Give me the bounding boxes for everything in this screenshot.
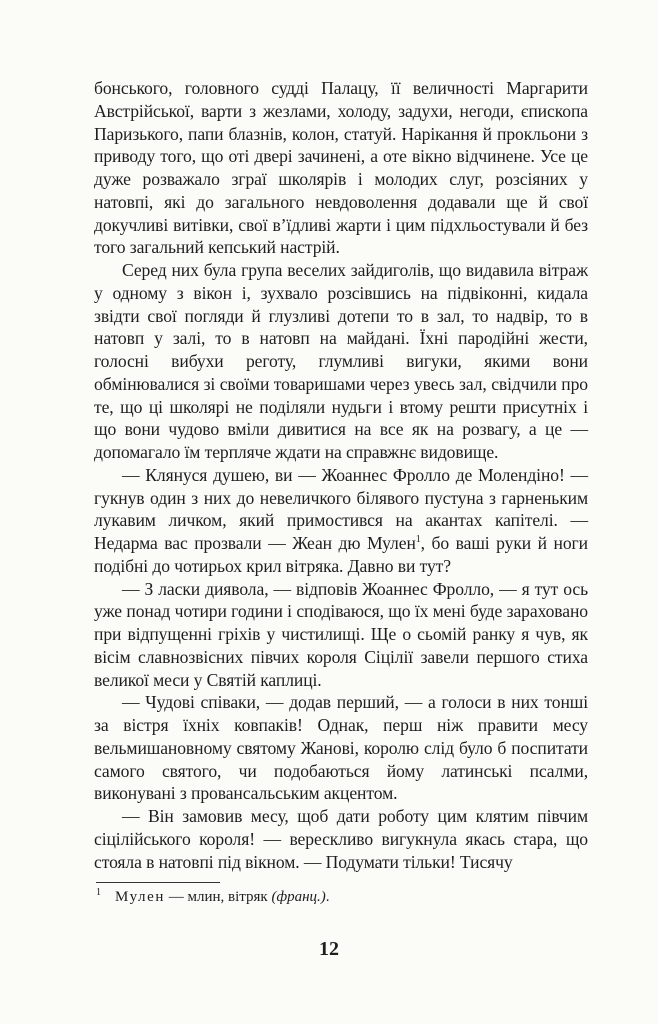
paragraph-4: — З ласки диявола, — відповів Жоаннес Фролло, — я тут ось уже понад чотири години і сподіваюся, що їх мені буде зараховано при відпущенні гріхів у чистилищі. Ще о сьомій ранку я чув, як вісім славнозвісних півчих короля Сіцілії завели першого стиха великої меси у Святій каплиці. xyxy=(94,578,588,690)
footnote-term: Мулен xyxy=(115,889,165,905)
footnote-reference: 1 xyxy=(415,534,421,546)
footnote-end: . xyxy=(325,889,330,905)
footnote-number: 1 xyxy=(96,887,101,898)
page-number: 12 xyxy=(319,938,339,960)
paragraph-3-continuation: , бо ваші руки й ноги подібні до чотирьох крил вітряка. Давно ви тут? xyxy=(94,533,588,576)
footnote-definition: — млин, вітряк xyxy=(164,889,272,905)
paragraph-3 xyxy=(94,464,588,578)
paragraph-3-text: — Клянуся душею, ви — Жоаннес Фролло де Молендіно! — гукнув один з них до невеличкого білявого пустуна з гарненьким лукавим личком, який примостився на акантах капітелі. — Недарма вас прозвали — Жеан дю Мулен xyxy=(94,464,588,553)
paragraph-6: — Він замовив месу, щоб дати роботу цим клятим півчим сіцілійського короля! — верескливо вигукнула якась стара, що стояла в натовпі під вікном. — Подумати тільки! Тисячу xyxy=(94,806,588,872)
paragraph-5: — Чудові співаки, — додав перший, — а голоси в них тонші за вістря їхніх ковпаків! Однак, перш ніж правити месу вельмишановному святому Жанові, королю слід було б поспитати самого святого, чи подобаються йому латинські псалми, виконувані з провансальським акцентом. xyxy=(94,692,588,804)
footnote-language: (франц.) xyxy=(271,889,326,905)
footnote-divider xyxy=(96,882,220,883)
footnote xyxy=(96,888,586,906)
paragraph-1: бонського, головного судді Палацу, її величності Маргарити Австрійської, варти з жезлами, холоду, задухи, негоди, єпископа Паризького, папи блазнів, колон, статуй. Нарікання й прокльони з приводу того, що оті двері зачинені, а оте вікно відчинене. Усе це дуже розважало зграї школярів і молодих слуг, розсіяних у натовпі, які до загального невдоволення додавали ще й свої докучливі витівки, свої в’їдливі жарти і цим підхльостували й без того загальний кепський настрій. xyxy=(94,78,588,258)
body-text xyxy=(94,77,588,873)
paragraph-2: Серед них була група веселих зайдиголів, що видавила вітраж у одному з вікон і, зухвало розсівшись на підвіконні, кидала звідти свої погляди й глузливі дотепи то в зал, то надвір, то в натовп у залі, то в натовп на майдані. Їхні пародійні жести, голосні вибухи реготу, глумливі вигуки, якими вони обмінювалися зі своїми товаришами через увесь зал, свідчили про те, що ці школярі не поділяли нудьги і втому решти присутніх і що вони чудово вміли дивитися на все як на розвагу, а це — допомагало їм терпляче ждати на справжнє видовище. xyxy=(94,260,588,462)
